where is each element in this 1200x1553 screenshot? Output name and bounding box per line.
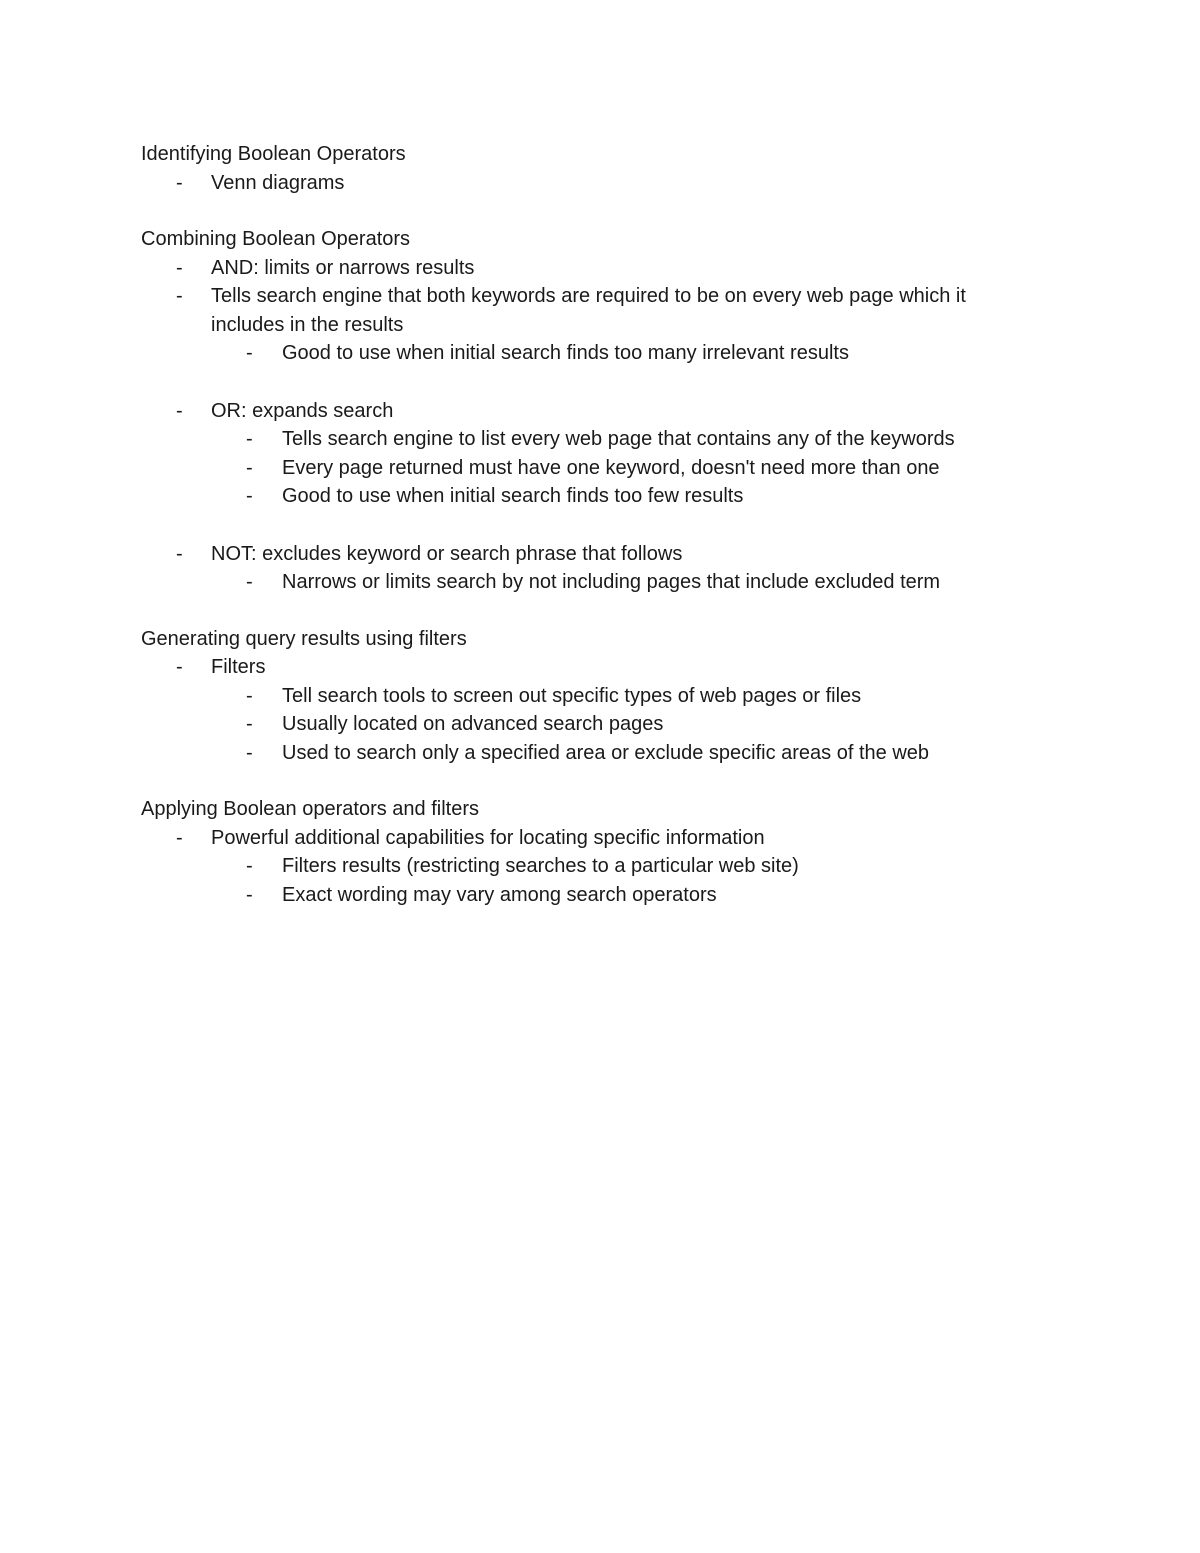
list-item: [141, 482, 1082, 511]
bullet-dash: -: [246, 883, 253, 906]
bullet-dash: -: [176, 542, 183, 565]
bullet-dash: -: [246, 684, 253, 707]
list-item: [141, 653, 1031, 682]
list-item-text: Good to use when initial search finds too many irrelevant results: [282, 342, 849, 364]
bullet-dash: -: [246, 571, 253, 593]
list-item: [141, 710, 1082, 739]
list-item: [141, 881, 1082, 910]
list-item-text: Tells search engine that both keywords are required to be on every web page which it includes in the results: [211, 285, 966, 336]
section-heading: Generating query results using filters: [141, 627, 467, 650]
list-item-text: Filters: [211, 656, 266, 678]
list-item-text: Tells search engine to list every web page that contains any of the keywords: [282, 428, 955, 450]
list-item: [141, 339, 1082, 368]
list-item: [141, 682, 1082, 711]
bullet-dash: -: [176, 285, 183, 307]
list-item: [141, 568, 1082, 597]
list-item: [141, 824, 1031, 853]
list-item-text: Tell search tools to screen out specific types of web pages or files: [282, 684, 862, 707]
bullet-dash: -: [246, 713, 253, 735]
section-identifying-boolean-operators: [141, 140, 1101, 197]
bullet-dash: -: [176, 399, 183, 422]
list-item: [141, 739, 1082, 768]
list-item: [141, 454, 1082, 483]
list-item-text: NOT: excludes keyword or search phrase that follows: [211, 542, 683, 565]
bullet-dash: -: [246, 456, 253, 479]
list-item: [141, 425, 1082, 454]
list-item-text: Every page returned must have one keyword, doesn't need more than one: [282, 456, 940, 479]
bullet-dash: -: [176, 256, 183, 279]
list-item: [141, 282, 1031, 339]
section-combining-boolean-operators: [141, 225, 1101, 597]
list-item: [141, 540, 1031, 569]
list-item-text: AND: limits or narrows results: [211, 256, 475, 279]
section-heading: Applying Boolean operators and filters: [141, 798, 479, 820]
section-heading: Combining Boolean Operators: [141, 228, 411, 250]
bullet-dash: -: [246, 485, 253, 507]
bullet-dash: -: [176, 656, 183, 678]
list-item-text: OR: expands search: [211, 399, 394, 422]
list-item-text: Used to search only a specified area or exclude specific areas of the web: [282, 741, 930, 764]
list-item: [141, 169, 1031, 198]
section-heading: Identifying Boolean Operators: [141, 143, 406, 165]
list-item-text: Good to use when initial search finds too few results: [282, 485, 744, 507]
blank-line: [141, 368, 1101, 397]
list-item: [141, 397, 1031, 426]
list-item: [141, 254, 1031, 283]
list-item-text: Narrows or limits search by not including pages that include excluded term: [282, 571, 941, 593]
bullet-dash: -: [246, 428, 253, 450]
document-body: [141, 140, 1101, 937]
bullet-dash: -: [176, 826, 183, 849]
list-item-text: Powerful additional capabilities for locating specific information: [211, 826, 765, 849]
bullet-dash: -: [246, 741, 253, 764]
list-item-text: Venn diagrams: [211, 171, 345, 194]
blank-line: [141, 511, 1101, 540]
list-item-text: Filters results (restricting searches to a particular web site): [282, 855, 799, 877]
section-applying-boolean-operators: [141, 795, 1101, 909]
list-item-text: Exact wording may vary among search operators: [282, 883, 717, 906]
section-generating-query-results: [141, 625, 1101, 768]
list-item: [141, 852, 1082, 881]
bullet-dash: -: [176, 171, 183, 194]
bullet-dash: -: [246, 342, 253, 364]
list-item-text: Usually located on advanced search pages: [282, 713, 664, 735]
bullet-dash: -: [246, 855, 253, 877]
